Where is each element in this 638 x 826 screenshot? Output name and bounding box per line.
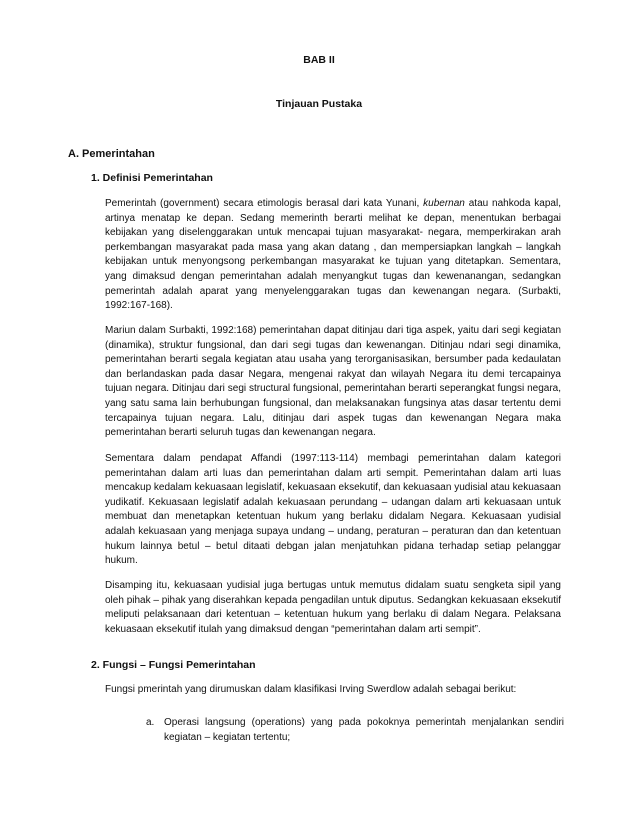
subsection-heading-fungsi: 2. Fungsi – Fungsi Pemerintahan xyxy=(91,659,256,671)
list-marker: a. xyxy=(146,717,155,728)
paragraph-definition xyxy=(105,197,561,314)
italic-term: kubernan xyxy=(423,198,465,209)
paragraph-judicial: Disamping itu, kekuasaan yudisial juga bertugas untuk memutus didalam suatu sengketa sipil yang oleh pihak – pihak yang diserahkan kepada pengadilan untuk diputus. Sedangkan kekuasaan eksekutif meliputi pelaksanaan dari ketentuan – ketentuan hukum yang berlaku di dalam Negara. Pelaksana kekuasaan eksekutif itulah yang dimaksud dengan “pemerintahan dalam arti sempit”. xyxy=(105,580,561,635)
paragraph-swerdlow: Fungsi pmerintah yang dirumuskan dalam klasifikasi Irving Swerdlow adalah sebagai berikut: xyxy=(105,684,517,695)
paragraph-affandi: Sementara dalam pendapat Affandi (1997:113-114) membagi pemerintahan dalam kategori pemerintahan dalam arti luas dan pemerintahan dalam arti sempit. Pemerintahan dalam arti luas mencakup kedalam kekuasaan legislatif, kekuasaan eksekutif, dan kekuasaan yudisial atau kekuasaan yudikatif. Kekuasaan legislatif adalah kekuasaan perundang – udangan dalam arti kekuasaan untuk membuat dan menetapkan ketentuan hukum yang berlaku didalam Negara. Kekuasaan yudisial adalah kekuasaan yang menjaga supaya undang – undang, peraturan – peraturan dan dan ketentuan hukum lainnya betul – betul ditaati debgan jalan menjatuhkan pidana terhadap setiap pelanggar hukum. xyxy=(105,453,561,567)
list-item xyxy=(146,716,564,745)
paragraph-text-start: Pemerintah (government) secara etimologis berasal dari kata Yunani, xyxy=(105,198,424,209)
paragraph-aspects: Mariun dalam Surbakti, 1992:168) pemerintahan dapat ditinjau dari tiga aspek, yaitu dari segi kegiatan (dinamika), struktur fungsional, dan dari segi tugas dan kewenangan. Ditinjau ndari segi dinamika, pemerintahan berarti segala kegiatan atau usaha yang terorganisasikan, bersumber pada kedaulatan dan berlandaskan pada dasar Negara, mengenai rakyat dan wilayah Negara itu demi tercapainya tujuan negara. Ditinjau dari segi structural fungsional, pemerintahan berarti seperangkat fungsi negara, yang satu sama lain berhubungan fungsional, dan melaksanakan fungsinya atas dasar tertentu demi tercapainya tujuan negara. Lalu, ditinjau dari aspek tugas dan kewenangan Negara maka pemerintahan berarti seluruh tugas dan kewenangan negara. xyxy=(105,325,561,439)
chapter-title: BAB II xyxy=(303,54,335,66)
chapter-subtitle: Tinjauan Pustaka xyxy=(275,98,363,110)
subsection-heading-definisi: 1. Definisi Pemerintahan xyxy=(91,172,213,184)
paragraph-text-end: atau nahkoda kapal, artinya menatap ke depan. Sedang memerinth berarti melihat ke depan, menentukan berbagai kebijakan yang diselenggarakan untuk mencapai tujuan masyarakat- negara, memperkirakan arah perkembangan masyarakat pada masa yang akan datang , dan mempersiapkan langkah – langkah kebijakan untuk menyongsong perkembangan masyarakat ke tujuan yang ditetapkan. Sementara, yang dimaksud dengan pemerintahan adalah menyangkut tugas dan kewenanangan, sedangkan pemerintah adalah aparat yang menyelenggarakan tugas dan kewenangan negara. (Surbakti, 1992:167-168). xyxy=(105,198,561,312)
section-heading-pemerintahan: A. Pemerintahan xyxy=(68,148,155,160)
list-item-text: Operasi langsung (operations) yang pada pokoknya pemerintah menjalankan sendiri kegiatan – kegiatan tertentu; xyxy=(164,717,564,743)
